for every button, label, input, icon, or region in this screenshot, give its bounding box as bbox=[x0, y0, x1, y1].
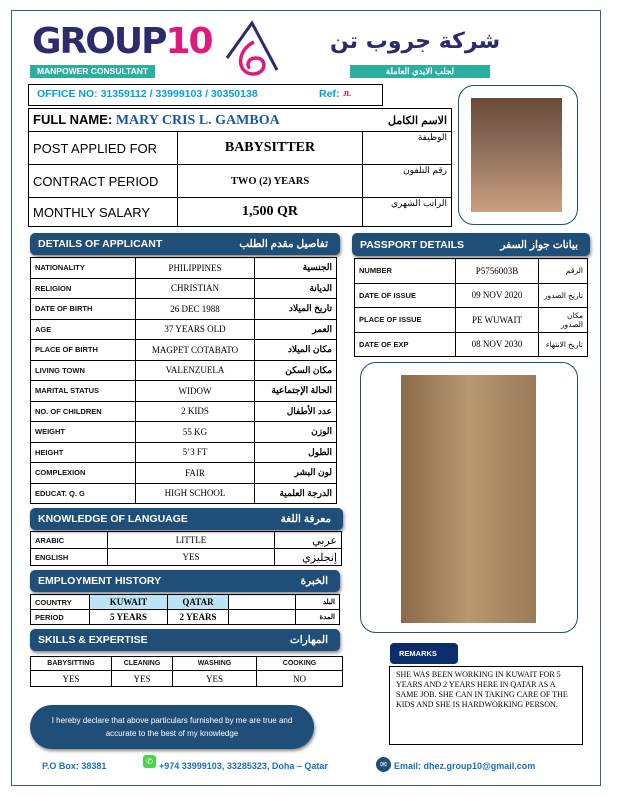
language-label: ARABIC bbox=[31, 532, 108, 549]
row-label: LIVING TOWN bbox=[31, 360, 136, 381]
period-value bbox=[229, 610, 296, 625]
full-body-photo-frame bbox=[360, 362, 578, 633]
row-value: 55 KG bbox=[136, 422, 255, 443]
language-ar: إنجليزي bbox=[275, 549, 342, 566]
passport-header: PASSPORT DETAILS بيانات جواز السفر bbox=[352, 233, 590, 256]
table-row bbox=[355, 259, 588, 284]
employment-header: EMPLOYMENT HISTORY الخبرة bbox=[30, 570, 340, 592]
table-row bbox=[31, 483, 337, 504]
post-value: BABYSITTER bbox=[178, 132, 363, 165]
row-label: DATE OF BIRTH bbox=[31, 299, 136, 320]
ref-value: JL bbox=[343, 90, 352, 98]
table-row bbox=[355, 308, 588, 333]
language-ar: عربي bbox=[275, 532, 342, 549]
footer-phone: +974 33999103, 33285323, Doha – Qatar bbox=[159, 761, 328, 771]
main-info-table bbox=[28, 108, 452, 227]
country-label: COUNTRY bbox=[31, 595, 90, 610]
table-row bbox=[31, 463, 337, 484]
row-value: PHILIPPINES bbox=[136, 258, 255, 279]
details-table bbox=[30, 257, 337, 504]
row-label: COMPLEXION bbox=[31, 463, 136, 484]
full-name-value: MARY CRIS L. GAMBOA bbox=[115, 112, 280, 128]
row-value: 2 KIDS bbox=[136, 401, 255, 422]
ref-label: Ref: bbox=[319, 88, 340, 100]
skill-value: YES bbox=[112, 671, 173, 687]
row-label: RELIGION bbox=[31, 278, 136, 299]
skills-table bbox=[30, 656, 343, 687]
period-value: 2 YEARS bbox=[168, 610, 229, 625]
row-label: MARITAL STATUS bbox=[31, 381, 136, 402]
contract-ar: رقم التلفون bbox=[363, 165, 452, 198]
details-header: DETAILS OF APPLICANT تفاصيل مقدم الطلب bbox=[30, 233, 340, 255]
row-label: DATE OF ISSUE bbox=[355, 283, 456, 308]
row-label: PLACE OF ISSUE bbox=[355, 308, 456, 333]
footer-email: Email: dhez.group10@gmail.com bbox=[394, 761, 536, 771]
row-value: 37 YEARS OLD bbox=[136, 319, 255, 340]
row-value: 5’3 FT bbox=[136, 442, 255, 463]
row-ar: الجنسية bbox=[255, 258, 337, 279]
row-ar: الوزن bbox=[255, 422, 337, 443]
table-row bbox=[31, 278, 337, 299]
row-ar: عدد الأطفال bbox=[255, 401, 337, 422]
skill-header: COOKING bbox=[257, 657, 343, 671]
row-label: PLACE OF BIRTH bbox=[31, 340, 136, 361]
row-value: 09 NOV 2020 bbox=[456, 283, 539, 308]
row-ar: تاريخ الانتهاء bbox=[539, 332, 588, 357]
language-table bbox=[30, 531, 342, 566]
period-value: 5 YEARS bbox=[90, 610, 168, 625]
skills-header: SKILLS & EXPERTISE المهارات bbox=[30, 629, 340, 651]
arabic-brand: شركة جروب تن bbox=[330, 29, 501, 54]
row-ar: الدرجة العلمية bbox=[255, 483, 337, 504]
row-ar: تاريخ الميلاد bbox=[255, 299, 337, 320]
row-label: DATE OF EXP bbox=[355, 332, 456, 357]
row-value: P5756003B bbox=[456, 259, 539, 284]
skill-header: BABYSITTING bbox=[31, 657, 112, 671]
country-value: KUWAIT bbox=[90, 595, 168, 610]
row-label: NO. OF CHILDREN bbox=[31, 401, 136, 422]
row-label: WEIGHT bbox=[31, 422, 136, 443]
arabic-brand-subtitle: لجلب الايدي العاملة bbox=[350, 65, 490, 78]
employment-table bbox=[30, 594, 340, 625]
salary-value: 1,500 QR bbox=[178, 198, 363, 227]
language-label: ENGLISH bbox=[31, 549, 108, 566]
row-ar: العمر bbox=[255, 319, 337, 340]
row-value: VALENZUELA bbox=[136, 360, 255, 381]
row-ar: تاريخ الصدور bbox=[539, 283, 588, 308]
row-value: 08 NOV 2030 bbox=[456, 332, 539, 357]
row-ar: الرقم bbox=[539, 259, 588, 284]
skill-value: YES bbox=[31, 671, 112, 687]
brand-subtitle: MANPOWER CONSULTANT bbox=[30, 65, 155, 78]
country-value: QATAR bbox=[168, 595, 229, 610]
table-row bbox=[355, 283, 588, 308]
table-row bbox=[31, 442, 337, 463]
row-ar: لون البشر bbox=[255, 463, 337, 484]
salary-ar: الراتب الشهري bbox=[363, 198, 452, 227]
table-row bbox=[31, 299, 337, 320]
po-box: P.O Box: 38381 bbox=[42, 761, 107, 771]
post-label: POST APPLIED FOR bbox=[29, 132, 178, 165]
office-box bbox=[28, 84, 383, 106]
row-ar: مكان الميلاد bbox=[255, 340, 337, 361]
row-ar: مكان السكن bbox=[255, 360, 337, 381]
declaration: I hereby declare that above particulars furnished by me are true and accurate to the best of my knowledge bbox=[30, 705, 314, 749]
row-ar: مكان الصدور bbox=[539, 308, 588, 333]
row-label: EDUCAT. Q. G bbox=[31, 483, 136, 504]
row-label: NATIONALITY bbox=[31, 258, 136, 279]
row-value: PE WUWAIT bbox=[456, 308, 539, 333]
contract-label: CONTRACT PERIOD bbox=[29, 165, 178, 198]
company-emblem-icon bbox=[222, 20, 282, 78]
skill-header: WASHING bbox=[173, 657, 257, 671]
row-ar: الديانة bbox=[255, 278, 337, 299]
table-row bbox=[31, 381, 337, 402]
row-label: HEIGHT bbox=[31, 442, 136, 463]
skill-header: CLEANING bbox=[112, 657, 173, 671]
row-label: AGE bbox=[31, 319, 136, 340]
country-value bbox=[229, 595, 296, 610]
email-icon: ✉ bbox=[376, 757, 391, 772]
whatsapp-icon: ✆ bbox=[143, 755, 156, 768]
table-row bbox=[31, 319, 337, 340]
remarks-text: SHE WAS BEEN WORKING IN KUWAIT FOR 5 YEARS AND 2 YEARS HERE IN QATAR AS A SAME JOB. SHE CAN IN TAKING CARE OF THE KIDS AND SHE IS HARDWORKING PERSON. bbox=[389, 666, 583, 745]
row-value: MAGPET COTABATO bbox=[136, 340, 255, 361]
row-ar: الطول bbox=[255, 442, 337, 463]
full-name-ar: الاسم الكامل bbox=[363, 109, 452, 132]
salary-label: MONTHLY SALARY bbox=[29, 198, 178, 227]
row-label: NUMBER bbox=[355, 259, 456, 284]
skill-value: NO bbox=[257, 671, 343, 687]
row-value: FAIR bbox=[136, 463, 255, 484]
portrait-photo bbox=[471, 98, 562, 212]
full-name-label: FULL NAME: bbox=[33, 111, 113, 127]
remarks-header: REMARKS bbox=[390, 643, 458, 664]
row-value: CHRISTIAN bbox=[136, 278, 255, 299]
table-row bbox=[355, 332, 588, 357]
country-ar: البلد bbox=[296, 595, 340, 610]
group10-logo: GROUP10 bbox=[32, 21, 212, 62]
table-row bbox=[31, 422, 337, 443]
row-value: 26 DEC 1988 bbox=[136, 299, 255, 320]
row-ar: الحالة الإجتماعية bbox=[255, 381, 337, 402]
period-label: PERIOD bbox=[31, 610, 90, 625]
table-row bbox=[31, 401, 337, 422]
portrait-photo-frame bbox=[458, 85, 578, 225]
office-numbers: OFFICE NO: 31359112 / 33999103 / 30350138 bbox=[37, 88, 258, 100]
table-row bbox=[31, 258, 337, 279]
contract-value: TWO (2) YEARS bbox=[178, 165, 363, 198]
row-value: HIGH SCHOOL bbox=[136, 483, 255, 504]
table-row bbox=[31, 340, 337, 361]
passport-table bbox=[354, 258, 588, 357]
language-value: LITTLE bbox=[108, 532, 275, 549]
skill-value: YES bbox=[173, 671, 257, 687]
period-ar: المدة bbox=[296, 610, 340, 625]
full-body-photo bbox=[401, 375, 536, 623]
post-ar: الوظيفة bbox=[363, 132, 452, 165]
language-value: YES bbox=[108, 549, 275, 566]
row-value: WIDOW bbox=[136, 381, 255, 402]
table-row bbox=[31, 360, 337, 381]
language-header: KNOWLEDGE OF LANGUAGE معرفة اللغة bbox=[30, 508, 343, 530]
